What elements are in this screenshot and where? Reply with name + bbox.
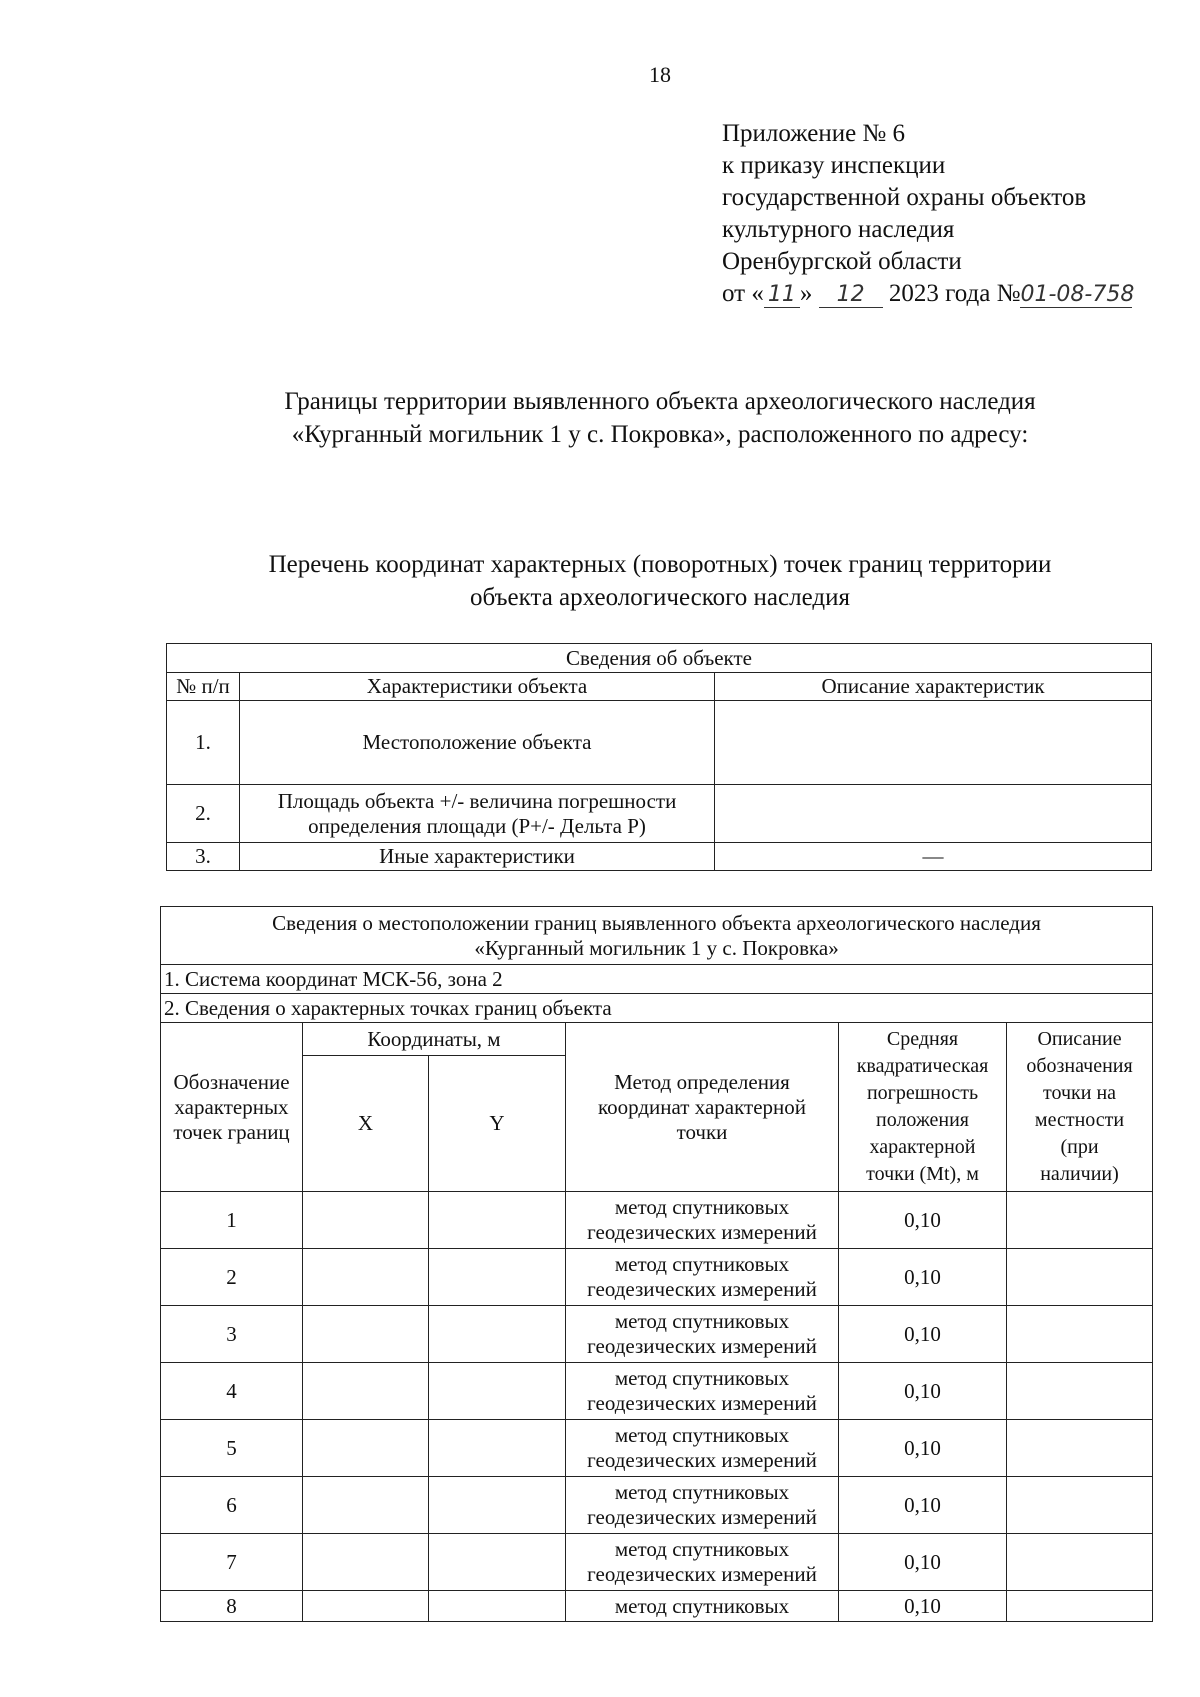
y-coordinate-cell <box>429 1249 566 1306</box>
header-line: положения <box>876 1109 969 1131</box>
method-cell <box>566 1306 839 1363</box>
point-description-cell <box>1007 1591 1153 1622</box>
header-line: местности <box>1034 1109 1125 1131</box>
column-header-point-description <box>1007 1023 1153 1192</box>
point-description-cell <box>1007 1477 1153 1534</box>
method-line: геодезических измерений <box>587 1391 817 1415</box>
date-prefix: от « <box>722 280 764 307</box>
date-year: 2023 года № <box>888 280 1021 307</box>
y-coordinate-cell <box>429 1306 566 1363</box>
method-cell <box>566 1534 839 1591</box>
points-info-row: 2. Сведения о характерных точках границ объекта <box>161 994 1153 1023</box>
method-cell <box>566 1192 839 1249</box>
handwritten-day: 11 <box>764 283 800 308</box>
table-row <box>167 701 1152 785</box>
appendix-line: государственной охраны объектов <box>722 184 1087 211</box>
method-line: метод спутниковых <box>614 1480 790 1504</box>
header-line: Метод определения <box>614 1069 790 1094</box>
point-number-cell: 2 <box>161 1249 303 1306</box>
appendix-line: к приказу инспекции <box>722 152 946 179</box>
y-coordinate-cell <box>429 1363 566 1420</box>
description-cell: — <box>715 843 1152 871</box>
cell-line: Площадь объекта +/- величина погрешности <box>277 788 677 813</box>
method-cell <box>566 1249 839 1306</box>
header-line: «Курганный могильник 1 у с. Покровка» <box>474 935 839 960</box>
title-line: «Курганный могильник 1 у с. Покровка», расположенного по адресу: <box>291 421 1029 448</box>
error-cell: 0,10 <box>839 1477 1007 1534</box>
header-line: наличии) <box>1040 1163 1119 1185</box>
header-line: Описание <box>1037 1028 1122 1050</box>
table-row <box>161 1591 1153 1622</box>
point-description-cell <box>1007 1192 1153 1249</box>
header-line: точек границ <box>173 1119 290 1144</box>
point-description-cell <box>1007 1306 1153 1363</box>
error-cell: 0,10 <box>839 1534 1007 1591</box>
subtitle-line: Перечень координат характерных (поворотных) точек границ территории <box>268 551 1052 578</box>
object-table-header: Сведения об объекте <box>167 644 1152 673</box>
characteristic-cell: Иные характеристики <box>240 843 715 871</box>
table-row <box>161 1306 1153 1363</box>
column-header-y: Y <box>429 1056 566 1192</box>
document-title <box>160 385 1160 451</box>
header-line: Обозначение <box>173 1069 290 1094</box>
table-row <box>161 1363 1153 1420</box>
column-header-number: № п/п <box>167 673 240 701</box>
subtitle-line: объекта археологического наследия <box>470 584 850 611</box>
method-cell <box>566 1363 839 1420</box>
order-date-line <box>722 278 1135 310</box>
method-line: геодезических измерений <box>587 1334 817 1358</box>
table-row <box>167 843 1152 871</box>
x-coordinate-cell <box>303 1534 429 1591</box>
point-description-cell <box>1007 1534 1153 1591</box>
point-number-cell: 3 <box>161 1306 303 1363</box>
page-number: 18 <box>649 62 671 87</box>
table-row <box>167 785 1152 843</box>
error-cell: 0,10 <box>839 1306 1007 1363</box>
column-header-x: X <box>303 1056 429 1192</box>
method-line: геодезических измерений <box>587 1220 817 1244</box>
point-description-cell <box>1007 1249 1153 1306</box>
method-line: метод спутниковых <box>614 1593 790 1618</box>
row-number: 1. <box>167 701 240 785</box>
point-description-cell <box>1007 1363 1153 1420</box>
method-cell <box>566 1591 839 1622</box>
header-line: координат характерной <box>598 1094 806 1119</box>
method-line: метод спутниковых <box>614 1537 790 1561</box>
boundary-table-header <box>161 907 1153 965</box>
point-number-cell: 5 <box>161 1420 303 1477</box>
error-cell: 0,10 <box>839 1363 1007 1420</box>
method-cell <box>566 1477 839 1534</box>
method-line: метод спутниковых <box>614 1252 790 1276</box>
characteristic-cell: Местоположение объекта <box>240 701 715 785</box>
method-cell <box>566 1420 839 1477</box>
y-coordinate-cell <box>429 1534 566 1591</box>
x-coordinate-cell <box>303 1192 429 1249</box>
table-row <box>161 1192 1153 1249</box>
method-line: метод спутниковых <box>614 1366 790 1390</box>
error-cell: 0,10 <box>839 1192 1007 1249</box>
header-line: точки на <box>1043 1082 1117 1104</box>
error-cell: 0,10 <box>839 1249 1007 1306</box>
row-number: 2. <box>167 785 240 843</box>
point-number-cell: 1 <box>161 1192 303 1249</box>
point-number-cell: 4 <box>161 1363 303 1420</box>
y-coordinate-cell <box>429 1477 566 1534</box>
document-subtitle <box>160 548 1160 614</box>
table-row <box>161 1477 1153 1534</box>
header-line: Сведения о местоположении границ выявленного объекта археологического наследия <box>272 910 1041 935</box>
error-cell: 0,10 <box>839 1420 1007 1477</box>
y-coordinate-cell <box>429 1591 566 1622</box>
column-header-description: Описание характеристик <box>715 673 1152 701</box>
header-line: точки <box>676 1119 728 1144</box>
table-row <box>161 1534 1153 1591</box>
x-coordinate-cell <box>303 1363 429 1420</box>
cell-line: определения площади (Р+/- Дельта Р) <box>308 813 646 838</box>
coordinate-system-row: 1. Система координат МСК-56, зона 2 <box>161 965 1153 994</box>
header-line: обозначения <box>1026 1055 1133 1077</box>
point-description-cell <box>1007 1420 1153 1477</box>
method-line: геодезических измерений <box>587 1505 817 1529</box>
point-number-cell: 6 <box>161 1477 303 1534</box>
column-header-designation <box>161 1023 303 1192</box>
header-line: (при <box>1060 1136 1099 1158</box>
header-line: характерной <box>869 1136 976 1158</box>
x-coordinate-cell <box>303 1477 429 1534</box>
x-coordinate-cell <box>303 1306 429 1363</box>
table-row <box>161 1420 1153 1477</box>
characteristic-cell <box>240 785 715 843</box>
method-line: геодезических измерений <box>587 1277 817 1301</box>
method-line: метод спутниковых <box>614 1309 790 1333</box>
error-cell: 0,10 <box>839 1591 1007 1622</box>
header-line: характерных <box>174 1094 289 1119</box>
title-line: Границы территории выявленного объекта археологического наследия <box>284 388 1036 415</box>
column-header-characteristics: Характеристики объекта <box>240 673 715 701</box>
handwritten-order-number: 01-08-758 <box>1020 282 1135 307</box>
boundary-points-table <box>160 906 1153 1622</box>
header-line: точки (Mt), м <box>866 1163 979 1185</box>
column-header-method <box>566 1023 839 1192</box>
header-line: Средняя <box>886 1028 959 1050</box>
point-number-cell: 7 <box>161 1534 303 1591</box>
appendix-line: Приложение № 6 <box>722 120 906 147</box>
method-line: метод спутниковых <box>614 1195 790 1219</box>
date-mid: » <box>799 280 813 307</box>
method-line: метод спутниковых <box>614 1423 790 1447</box>
header-line: погрешность <box>866 1082 979 1104</box>
column-header-error <box>839 1023 1007 1192</box>
column-header-coordinates: Координаты, м <box>303 1023 566 1056</box>
y-coordinate-cell <box>429 1420 566 1477</box>
x-coordinate-cell <box>303 1249 429 1306</box>
method-line: геодезических измерений <box>587 1448 817 1472</box>
appendix-line: культурного наследия <box>722 216 955 243</box>
x-coordinate-cell <box>303 1591 429 1622</box>
y-coordinate-cell <box>429 1192 566 1249</box>
x-coordinate-cell <box>303 1420 429 1477</box>
row-number: 3. <box>167 843 240 871</box>
description-cell <box>715 785 1152 843</box>
header-line: квадратическая <box>856 1055 989 1077</box>
appendix-line: Оренбургской области <box>722 248 962 275</box>
object-info-table <box>166 643 1152 871</box>
appendix-block <box>722 118 1135 310</box>
point-number-cell: 8 <box>161 1591 303 1622</box>
description-cell <box>715 701 1152 785</box>
handwritten-month: 12 <box>819 283 883 308</box>
table-row <box>161 1249 1153 1306</box>
method-line: геодезических измерений <box>587 1562 817 1586</box>
